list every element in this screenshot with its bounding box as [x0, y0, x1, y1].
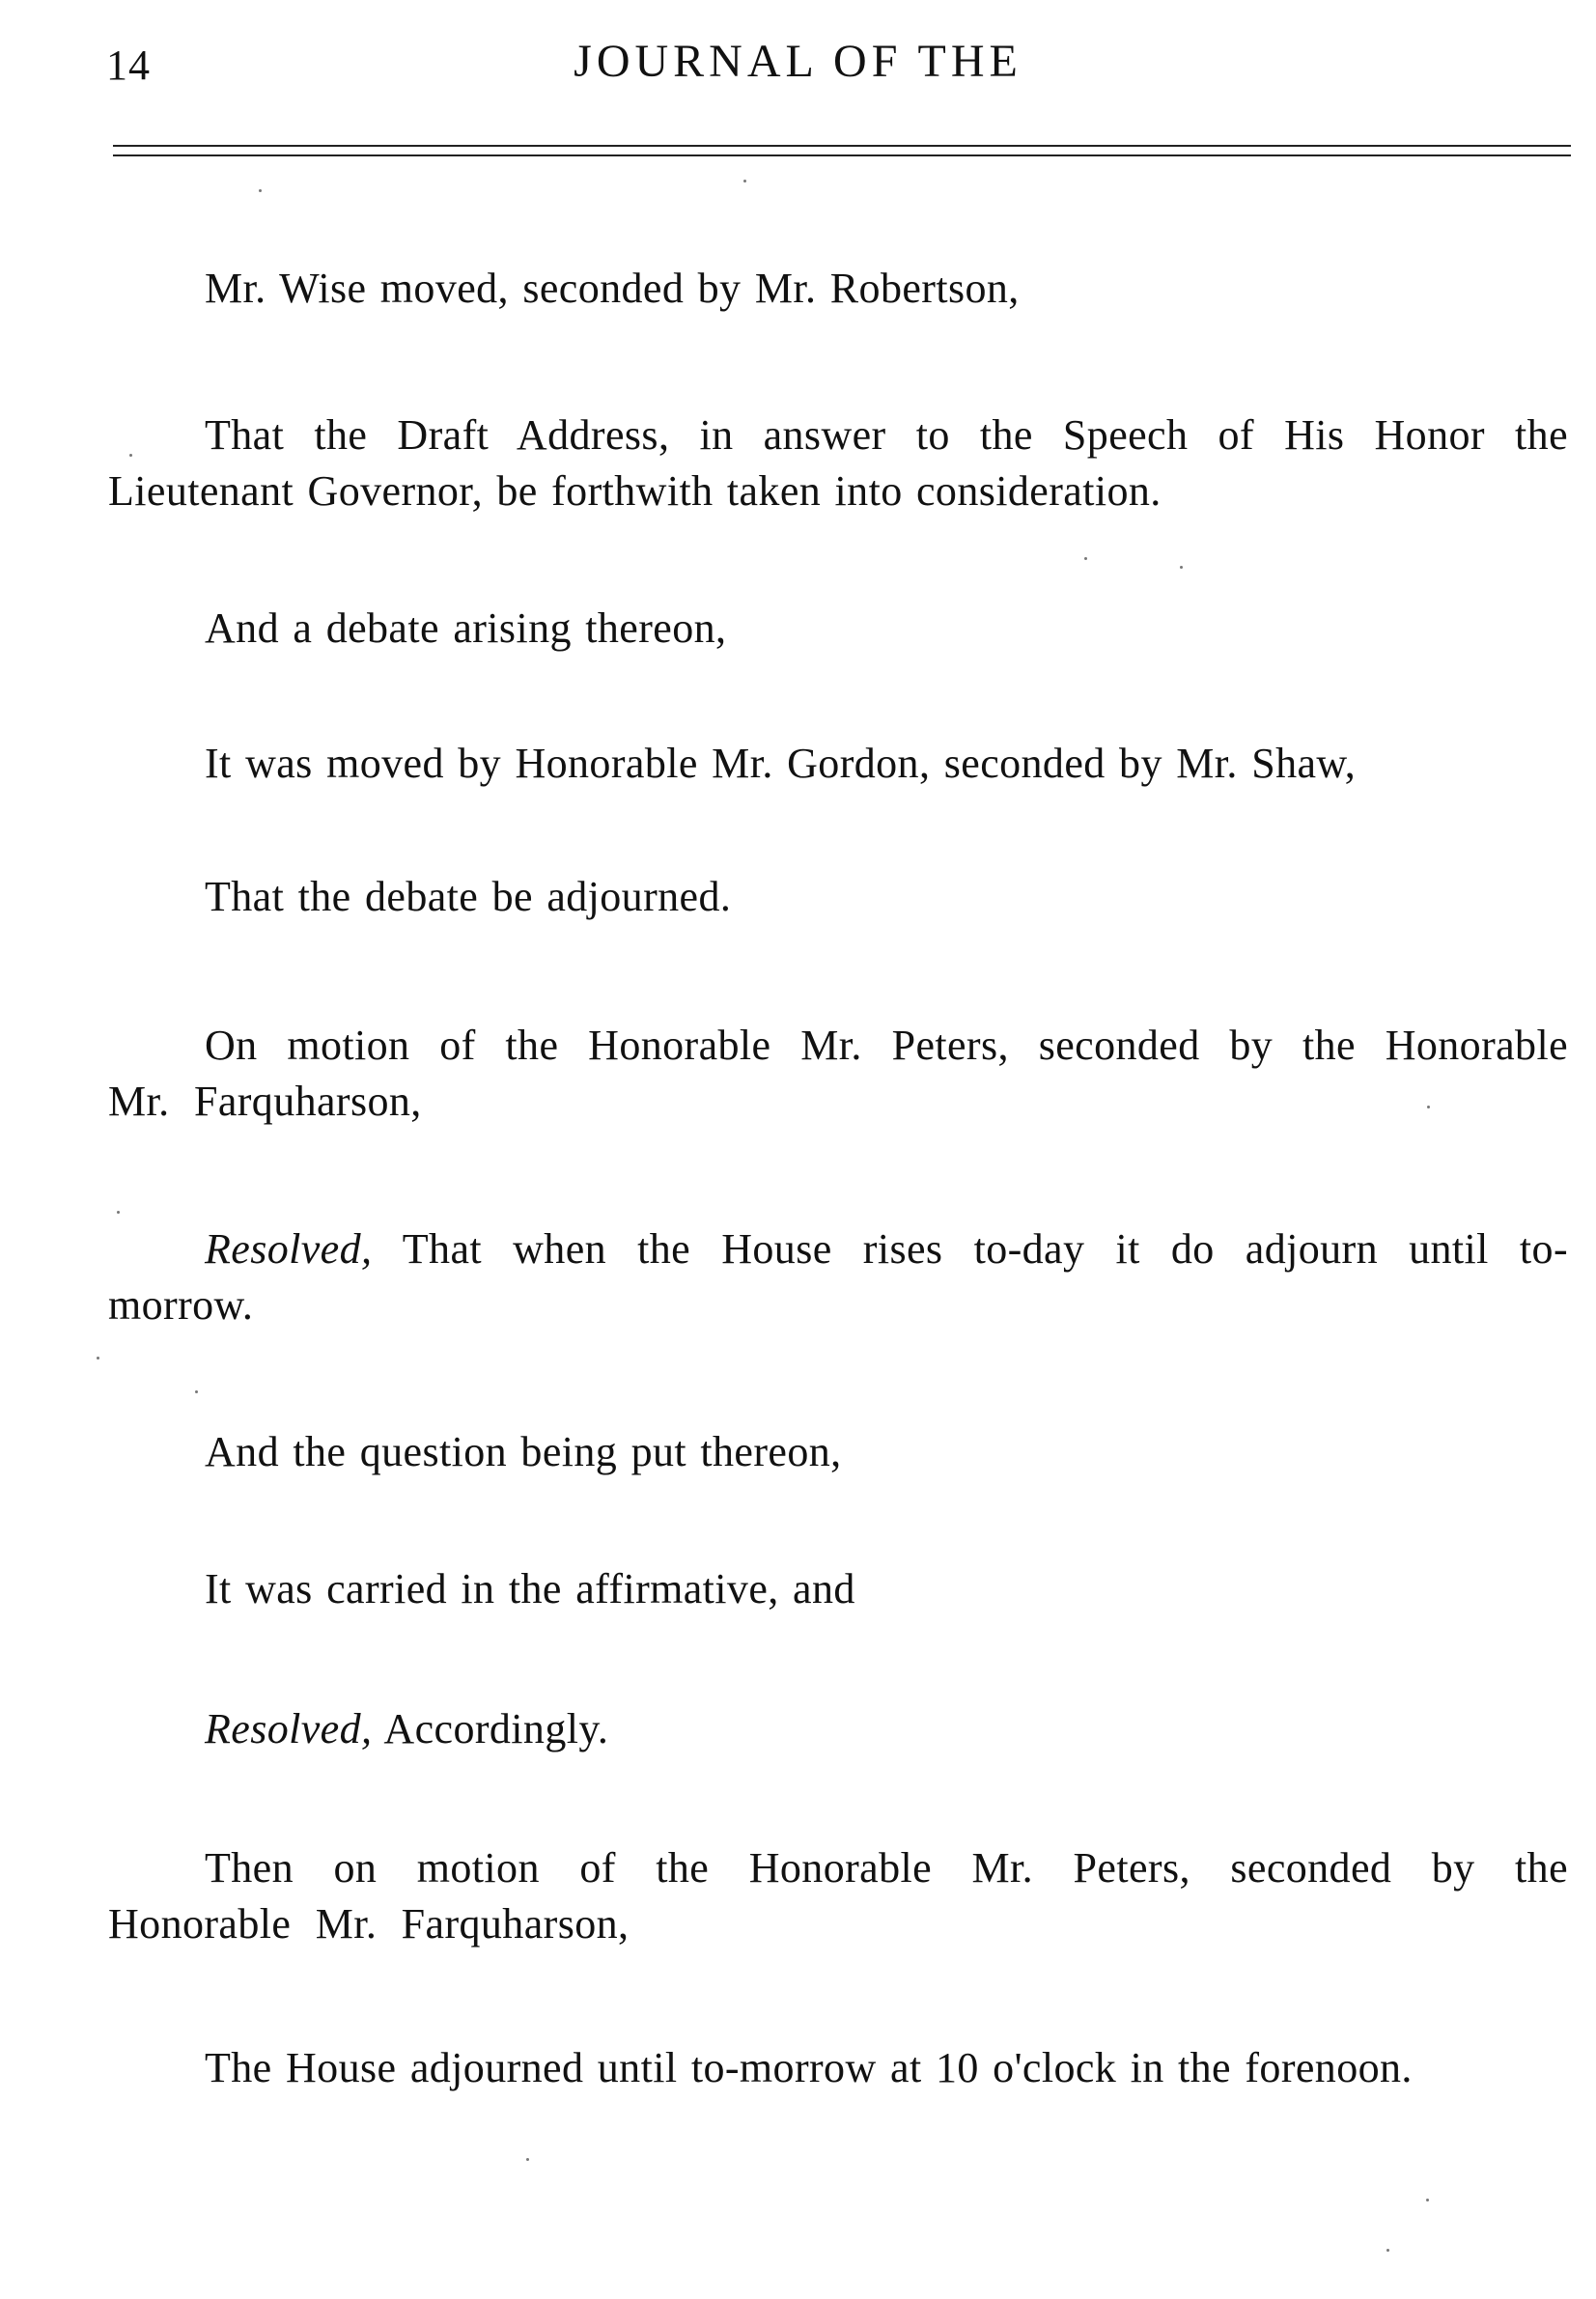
- paragraph-text: That the debate be adjourned.: [205, 873, 732, 920]
- paragraph-text: The House adjourned until to-morrow at 10 o'clock in the forenoon.: [205, 2044, 1413, 2091]
- paragraph-text: On motion of the Honorable Mr. Peters, seconded by the Honorable Mr. Farquharson,: [108, 1022, 1568, 1125]
- paragraph-text: Then on motion of the Honorable Mr. Peters, seconded by the Honorable Mr. Farquharson,: [108, 1844, 1568, 1948]
- scan-speck: [1180, 566, 1183, 569]
- paragraph-text: Accordingly.: [383, 1705, 609, 1752]
- scan-speck: [1386, 2249, 1389, 2252]
- header-rule-bottom: [113, 154, 1571, 156]
- paragraph-resolved-accordingly: [108, 1701, 1568, 1757]
- paragraph-debate-adjourned: [108, 869, 1568, 925]
- running-head: JOURNAL OF THE: [574, 36, 1022, 87]
- paragraph-motion-wise: [108, 261, 1568, 317]
- paragraph-resolved-adjourn: [108, 1221, 1568, 1333]
- paragraph-house-adjourned: [108, 2040, 1568, 2096]
- scan-speck: [117, 1211, 120, 1214]
- paragraph-then-motion-peters: [108, 1840, 1568, 1952]
- header-rule-top: [113, 145, 1571, 147]
- paragraph-question-put: [108, 1424, 1568, 1480]
- scan-speck: [743, 180, 746, 182]
- paragraph-text: That when the House rises to-day it do adjourn until to-morrow.: [108, 1225, 1569, 1329]
- scan-speck: [259, 189, 262, 192]
- scan-speck: [1426, 2199, 1429, 2201]
- scan-speck: [1084, 557, 1087, 560]
- scan-speck: [129, 454, 132, 457]
- scan-speck: [195, 1390, 198, 1393]
- paragraph-debate-arising: [108, 601, 1568, 657]
- paragraph-carried-affirmative: [108, 1561, 1568, 1617]
- paragraph-text: Mr. Wise moved, seconded by Mr. Robertson,: [205, 265, 1020, 312]
- page-number: 14: [106, 42, 151, 89]
- paragraph-text: It was moved by Honorable Mr. Gordon, seconded by Mr. Shaw,: [205, 740, 1357, 787]
- resolved-label: Resolved,: [205, 1225, 373, 1273]
- paragraph-text: And the question being put thereon,: [205, 1428, 842, 1475]
- paragraph-draft-address: [108, 407, 1568, 519]
- scan-speck: [97, 1357, 99, 1360]
- scan-speck: [526, 2158, 529, 2161]
- scan-speck: [1427, 1106, 1430, 1108]
- paragraph-motion-gordon: [108, 736, 1568, 792]
- resolved-label: Resolved,: [205, 1705, 373, 1752]
- paragraph-motion-peters: [108, 1018, 1568, 1130]
- paragraph-text: And a debate arising thereon,: [205, 604, 727, 652]
- paragraph-text: That the Draft Address, in answer to the Speech of His Honor the Lieutenant Governor, be forthwith taken into consideration.: [108, 411, 1568, 515]
- paragraph-text: It was carried in the affirmative, and: [205, 1565, 855, 1612]
